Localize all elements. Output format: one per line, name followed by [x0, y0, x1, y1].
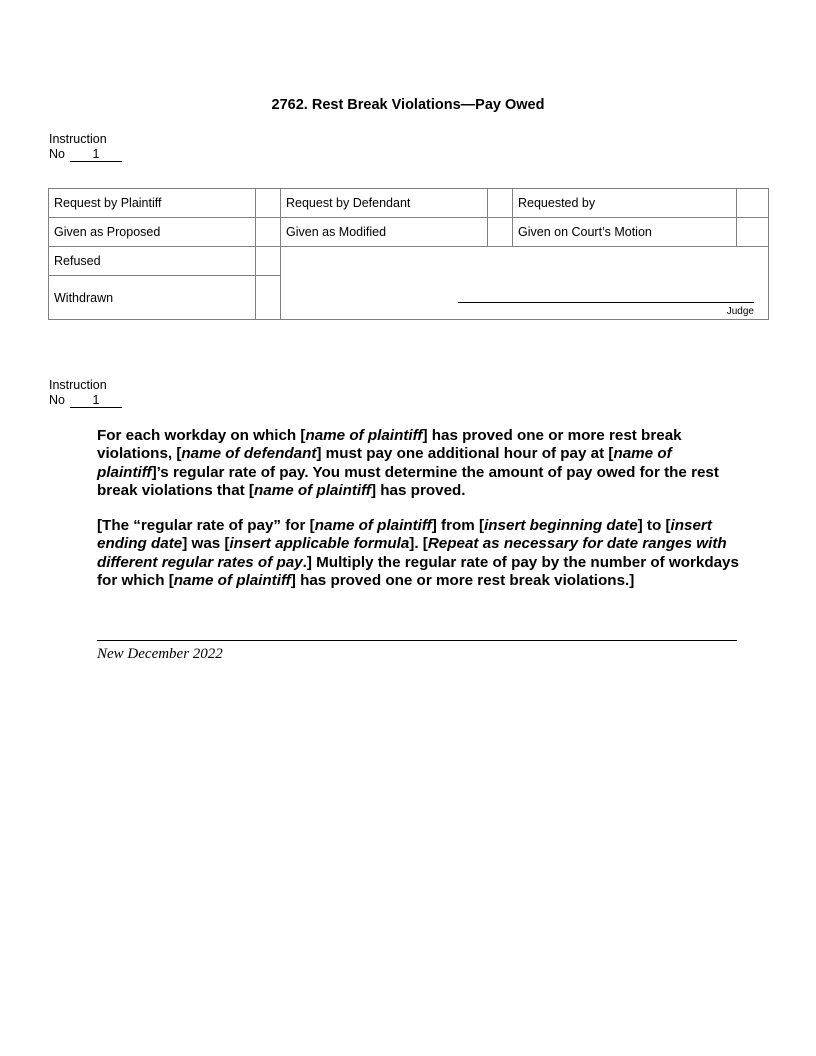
- judge-signature-area[interactable]: [281, 247, 769, 320]
- revision-note: New December 2022: [97, 646, 223, 662]
- requested-by-label: Requested by: [513, 189, 737, 218]
- instruction-label: Instruction: [49, 132, 107, 146]
- given-as-modified-box[interactable]: [488, 218, 513, 247]
- request-by-defendant-label: Request by Defendant: [281, 189, 488, 218]
- request-disposition-table: [48, 188, 769, 320]
- requested-by-box[interactable]: [737, 189, 769, 218]
- request-by-plaintiff-label: Request by Plaintiff: [49, 189, 256, 218]
- refused-box[interactable]: [256, 247, 281, 276]
- no-label: No: [49, 147, 65, 161]
- refused-label: Refused: [49, 247, 256, 276]
- given-as-proposed-box[interactable]: [256, 218, 281, 247]
- given-on-courts-motion-label: Given on Court’s Motion: [513, 218, 737, 247]
- instruction-number-block: [49, 132, 122, 162]
- instruction-paragraph-1: For each workday on which [name of plaintiff] has proved one or more rest break violations, [name of defendant] must pay one additional hour of pay at [name of plaintiff]’s regular rate of pay. You must determine the amount of pay owed for the rest break violations that [name of plaintiff] has proved.: [97, 427, 719, 499]
- given-as-modified-label: Given as Modified: [281, 218, 488, 247]
- instruction-number[interactable]: 1: [70, 148, 122, 162]
- instruction-paragraph-2: [The “regular rate of pay” for [name of plaintiff] from [insert beginning date] to [insert ending date] was [insert applicable formula]. [Repeat as necessary for date ranges with different regular rates of pay.] Multiply the regular rate of pay by the number of workdays for which [name of plaintiff] has proved one or more rest break violations.]: [97, 517, 739, 589]
- judge-label: Judge: [726, 306, 754, 317]
- request-by-defendant-box[interactable]: [488, 189, 513, 218]
- withdrawn-label: Withdrawn: [49, 276, 256, 320]
- withdrawn-box[interactable]: [256, 276, 281, 320]
- instruction-number-block-2: [49, 378, 122, 408]
- instruction-title: 2762. Rest Break Violations—Pay Owed: [271, 97, 545, 113]
- instruction-number[interactable]: 1: [70, 394, 122, 408]
- no-label: No: [49, 393, 65, 407]
- instruction-label: Instruction: [49, 378, 107, 392]
- footer-divider: [97, 640, 737, 641]
- request-by-plaintiff-box[interactable]: [256, 189, 281, 218]
- given-as-proposed-label: Given as Proposed: [49, 218, 256, 247]
- given-on-courts-motion-box[interactable]: [737, 218, 769, 247]
- judge-signature-line[interactable]: [458, 302, 754, 303]
